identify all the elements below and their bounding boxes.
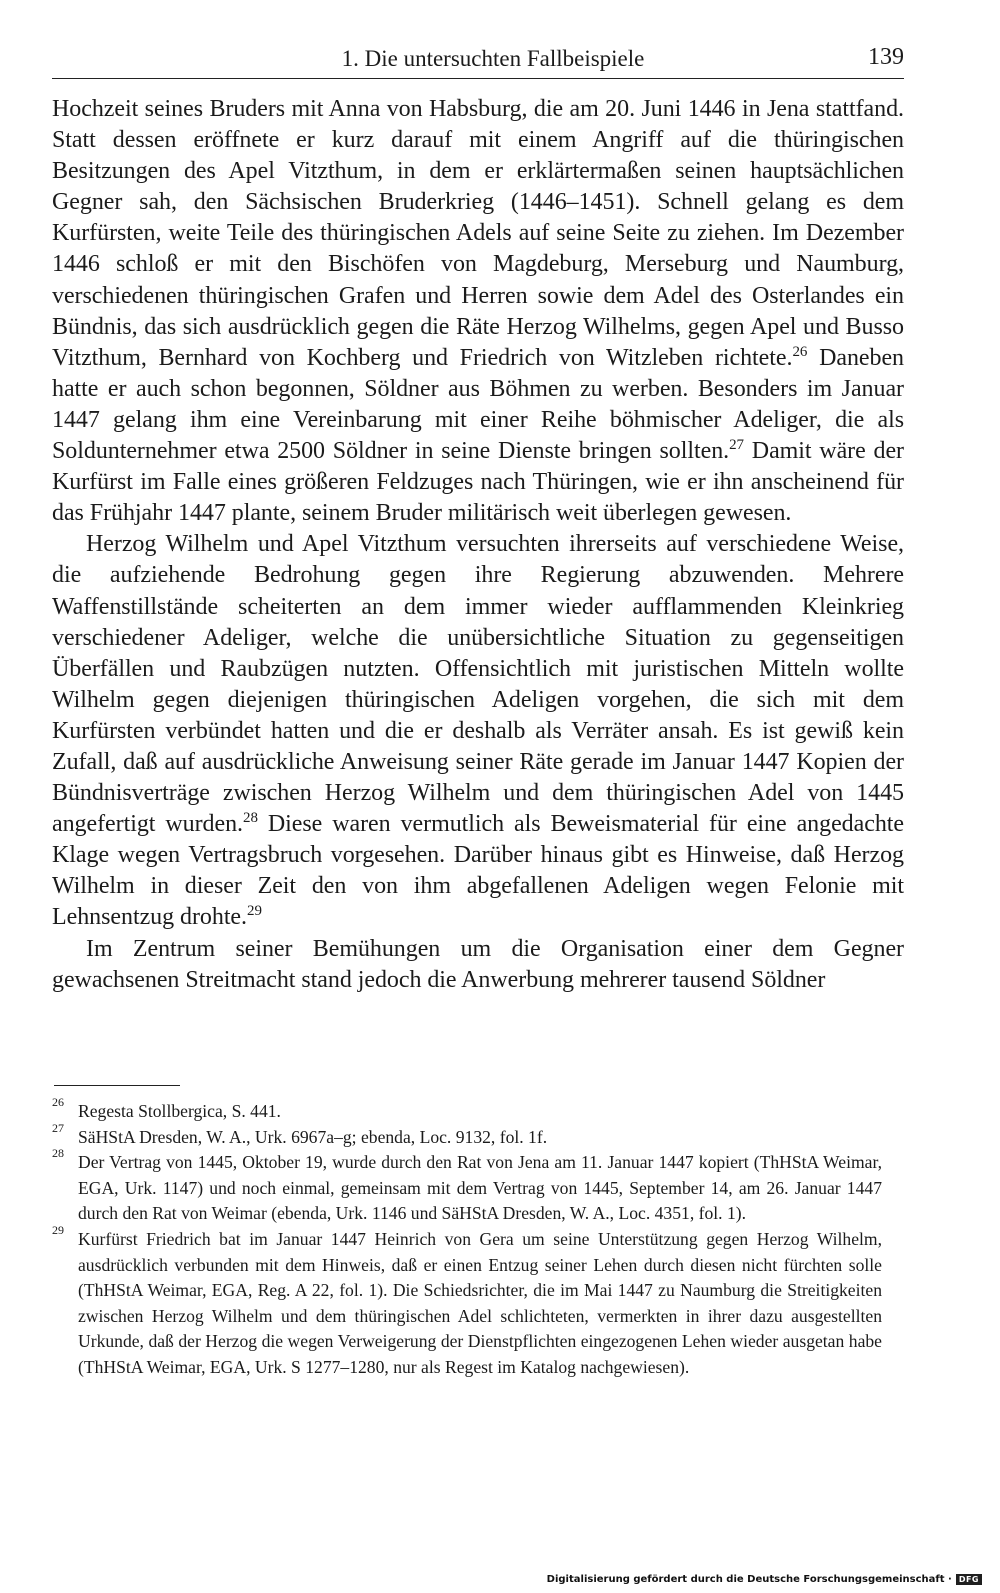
footnote-number: 28 (52, 1146, 64, 1161)
footnote-text: SäHStA Dresden, W. A., Urk. 6967a–g; ebenda, Loc. 9132, fol. 1f. (78, 1126, 548, 1147)
digitization-footer (547, 1571, 982, 1587)
paragraph-text: Im Zentrum seiner Bemühungen um die Organisation einer dem Gegner gewachsenen Streitmacht stand jedoch die Anwerbung mehrerer tausend Söldner (52, 935, 904, 993)
paragraph-text: Damit wäre der Kurfürst im Falle eines größeren Feldzuges nach Thüringen, wie er ihn anscheinend für das Frühjahr 1447 plante, seinem Bruder militärisch weit überlegen gewesen. (52, 438, 904, 527)
footnotes (52, 1095, 882, 1381)
dfg-logo: DFG (956, 1574, 982, 1585)
digitization-credit: Digitalisierung gefördert durch die Deutsche Forschungsgemeinschaft · (546, 1573, 952, 1585)
body-paragraph (52, 94, 904, 529)
footnote (52, 1095, 882, 1125)
footnote (52, 1222, 882, 1381)
paragraph-text: Daneben hatte er auch schon begonnen, Söldner aus Böhmen zu werben. Besonders im Januar 1447 gelang ihm eine Vereinbarung mit einer Reihe böhmischer Adeliger, die als Soldunternehmer etwa 2500 Söldner in seine Dienste bringen sollten. (52, 344, 905, 465)
chapter-title: 1. Die untersuchten Fallbeispiele (341, 46, 645, 71)
footnote-number: 27 (52, 1120, 64, 1135)
footnote-separator (54, 1085, 180, 1086)
footnote (52, 1146, 882, 1227)
footnote-text: Der Vertrag von 1445, Oktober 19, wurde durch den Rat von Jena am 11. Januar 1447 kopiert (ThHStA Weimar, EGA, Urk. 1147) und noch einmal, gemeinsam mit dem Vertrag von 1445, September 14, am 26. Januar 1447 durch den Rat von Weimar (ebenda, Urk. 1146 und SäHStA Dresden, W. A., Loc. 4351, fol. 1). (78, 1152, 882, 1224)
paragraph-text: Hochzeit seines Bruders mit Anna von Habsburg, die am 20. Juni 1446 in Jena stattfand. Statt dessen eröffnete er kurz darauf mit einem Angriff auf die thüringischen Besitzungen des Apel Vitzthum, in dem er erklärtermaßen seinen hauptsächlichen Gegner sah, den Sächsischen Bruderkrieg (1446–1451). Schnell gelang es dem Kurfürsten, weite Teile des thüringischen Adels auf seine Seite zu ziehen. Im Dezember 1446 schloß er mit den Bischöfen von Magdeburg, Merseburg und Naumburg, verschiedenen thüringischen Grafen und Herren sowie dem Adel des Osterlandes ein Bündnis, das sich ausdrücklich gegen die Räte Herzog Wilhelms, gegen Apel und Busso Vitzthum, Bernhard von Kochberg und Friedrich von Witzleben richtete. (52, 96, 904, 371)
page-number: 139 (868, 44, 904, 70)
footnote-reference[interactable]: 26 (792, 343, 808, 360)
body-paragraph (52, 529, 904, 933)
paragraph-text: Herzog Wilhelm und Apel Vitzthum versuchten ihrerseits auf verschiedene Weise, die aufziehende Bedrohung gegen ihre Regierung abzuwenden. Mehrere Waffenstillstände scheiterten an dem immer wieder aufflammenden Kleinkrieg verschiedener Adeliger, welche die unübersichtliche Situation zu gegenseitigen Überfällen und Raubzügen nutzten. Offensichtlich mit juristischen Mitteln wollte Wilhelm gegen diejenigen thüringischen Adeligen vorgehen, die sich mit dem Kurfürsten verbündet hatten und die er deshalb als Verräter ansah. Es ist gewiß kein Zufall, daß auf ausdrückliche Anweisung seiner Räte gerade im Januar 1447 Kopien der Bündnisverträge zwischen Herzog Wilhelm und dem thüringischen Adel von 1445 angefertigt wurden. (52, 531, 904, 838)
footnote-reference[interactable]: 27 (729, 437, 745, 454)
body-paragraph (52, 934, 904, 996)
footnote-text: Regesta Stollbergica, S. 441. (78, 1101, 281, 1121)
footnote-reference[interactable]: 29 (247, 903, 262, 920)
footnote-number: 26 (52, 1095, 64, 1109)
footnote-text: Kurfürst Friedrich bat im Januar 1447 Heinrich von Gera um seine Unterstützung gegen Herzog Wilhelm, ausdrücklich verbunden mit dem Hinweis, daß er einen Entzug seiner Lehen durch diesen nicht fürchten solle (ThHStA Weimar, EGA, Reg. A 22, fol. 1). Die Schiedsrichter, die im Mai 1447 zu Naumburg die Streitigkeiten zwischen Herzog Wilhelm und dem thüringischen Adel schlichteten, vermerkten in ihrer dazu ausgestellten Urkunde, daß der Herzog die wegen Verweigerung der Dienstpflichten eingezogenen Lehen wieder ausgetan habe (ThHStA Weimar, EGA, Urk. S 1277–1280, nur als Regest im Katalog nachgewiesen). (78, 1228, 882, 1377)
footnote-reference[interactable]: 28 (243, 810, 258, 827)
body-text (52, 94, 904, 996)
paragraph-text: Diese waren vermutlich als Beweismaterial für eine angedachte Klage wegen Vertragsbruch vorgesehen. Darüber hinaus gibt es Hinweise, daß Herzog Wilhelm in dieser Zeit den von ihm abgefallenen Adeligen wegen Felonie mit Lehnsentzug drohte. (52, 811, 904, 931)
running-header (52, 44, 904, 79)
footnote (52, 1120, 882, 1151)
footnote-number: 29 (52, 1222, 64, 1237)
